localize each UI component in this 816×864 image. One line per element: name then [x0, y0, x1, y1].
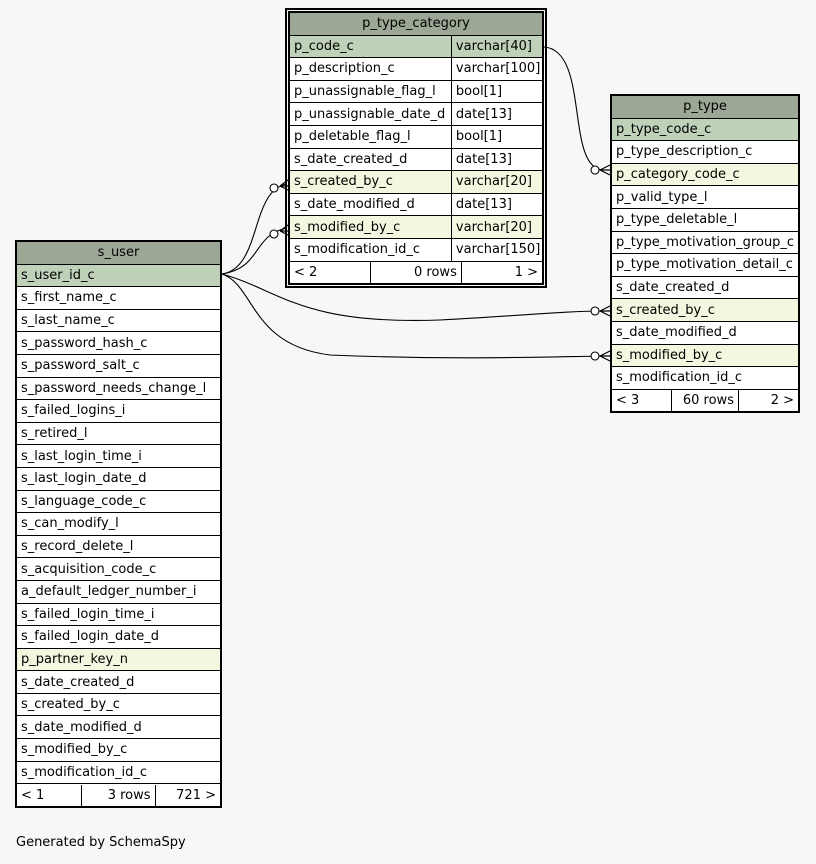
row-count: 3 rows [82, 785, 155, 806]
column-name: s_password_hash_c [17, 332, 221, 355]
column-name: s_failed_login_date_d [17, 626, 221, 649]
column-row[interactable] [612, 208, 799, 231]
column-name: s_date_created_d [290, 148, 452, 171]
rel-ptc-modified-by [222, 228, 287, 274]
column-name: p_description_c [290, 58, 452, 81]
crows-foot [600, 165, 610, 175]
column-type: date[13] [451, 103, 542, 126]
column-row[interactable] [612, 367, 799, 390]
column-row[interactable] [290, 35, 543, 58]
column-row[interactable] [17, 309, 221, 332]
column-name: p_deletable_flag_l [290, 125, 452, 148]
column-name: s_failed_login_time_i [17, 603, 221, 626]
optional-circle [270, 230, 278, 238]
column-row[interactable] [17, 603, 221, 626]
column-row[interactable] [290, 193, 543, 216]
column-row[interactable] [17, 716, 221, 739]
table-title: s_user [17, 242, 221, 265]
column-row[interactable] [290, 148, 543, 171]
column-name: p_category_code_c [612, 163, 799, 186]
column-row[interactable] [612, 344, 799, 367]
column-name: s_modification_id_c [17, 761, 221, 784]
column-name: s_date_modified_d [612, 321, 799, 344]
column-name: s_date_created_d [612, 276, 799, 299]
table-title: p_type_category [290, 13, 543, 36]
column-name: s_date_modified_d [17, 716, 221, 739]
table-s-user[interactable] [15, 240, 222, 808]
column-name: s_created_by_c [290, 171, 452, 194]
table-p-type[interactable] [610, 94, 800, 413]
column-row[interactable] [290, 103, 543, 126]
column-row[interactable] [17, 626, 221, 649]
column-row[interactable] [612, 276, 799, 299]
column-row[interactable] [290, 171, 543, 194]
column-name: s_retired_l [17, 422, 221, 445]
column-row[interactable] [17, 693, 221, 716]
column-name: s_date_created_d [17, 671, 221, 694]
column-name: s_last_login_date_d [17, 467, 221, 490]
optional-circle [591, 166, 599, 174]
column-row[interactable] [612, 231, 799, 254]
column-name: s_modified_by_c [612, 344, 799, 367]
rel-ptc-created-by [222, 184, 287, 274]
column-row[interactable] [290, 125, 543, 148]
column-row[interactable] [612, 254, 799, 277]
column-name: s_created_by_c [612, 299, 799, 322]
table-title: p_type [612, 96, 799, 119]
column-row[interactable] [17, 648, 221, 671]
column-row[interactable] [17, 467, 221, 490]
optional-circle [270, 184, 278, 192]
children-count: 721 > [155, 785, 220, 806]
column-row[interactable] [17, 580, 221, 603]
column-name: s_can_modify_l [17, 513, 221, 536]
column-row[interactable] [17, 535, 221, 558]
column-name: s_record_delete_l [17, 535, 221, 558]
row-count: 0 rows [371, 262, 462, 283]
column-name: p_type_code_c [612, 118, 799, 141]
column-name: s_modified_by_c [290, 216, 452, 239]
optional-circle [591, 352, 599, 360]
row-count: 60 rows [672, 390, 739, 411]
column-name: p_valid_type_l [612, 186, 799, 209]
column-row[interactable] [290, 238, 543, 261]
parents-count: < 1 [17, 785, 82, 806]
column-row[interactable] [17, 264, 221, 287]
rel-category-code [544, 47, 603, 170]
children-count: 2 > [738, 390, 798, 411]
parents-count: < 2 [290, 262, 371, 283]
rel-pt-modified-by [222, 274, 608, 358]
column-name: s_created_by_c [17, 693, 221, 716]
column-row[interactable] [17, 739, 221, 762]
column-name: a_default_ledger_number_i [17, 580, 221, 603]
column-row[interactable] [17, 400, 221, 423]
column-row[interactable] [17, 332, 221, 355]
column-row[interactable] [17, 558, 221, 581]
column-row[interactable] [612, 299, 799, 322]
column-row[interactable] [17, 671, 221, 694]
column-name: s_first_name_c [17, 287, 221, 310]
column-type: date[13] [451, 148, 542, 171]
column-type: bool[1] [451, 80, 542, 103]
column-name: p_unassignable_date_d [290, 103, 452, 126]
column-row[interactable] [612, 118, 799, 141]
column-name: p_code_c [290, 35, 452, 58]
column-row[interactable] [612, 321, 799, 344]
column-name: s_user_id_c [17, 264, 221, 287]
column-type: date[13] [451, 193, 542, 216]
column-name: s_last_login_time_i [17, 445, 221, 468]
column-name: p_unassignable_flag_l [290, 80, 452, 103]
table-p-type-category[interactable] [288, 11, 544, 285]
column-row[interactable] [290, 58, 543, 81]
column-type: varchar[20] [451, 216, 542, 239]
crows-foot [280, 180, 288, 190]
column-row[interactable] [612, 163, 799, 186]
column-name: p_type_deletable_l [612, 208, 799, 231]
children-count: 1 > [461, 262, 542, 283]
column-row[interactable] [290, 80, 543, 103]
column-name: s_password_needs_change_l [17, 377, 221, 400]
parents-count: < 3 [612, 390, 672, 411]
column-type: varchar[40] [451, 35, 542, 58]
column-name: p_type_description_c [612, 141, 799, 164]
column-type: varchar[100] [451, 58, 542, 81]
generated-by-label: Generated by SchemaSpy [16, 835, 186, 850]
column-name: s_last_name_c [17, 309, 221, 332]
column-row[interactable] [17, 287, 221, 310]
column-type: bool[1] [451, 125, 542, 148]
column-row[interactable] [17, 761, 221, 784]
column-name: p_type_motivation_group_c [612, 231, 799, 254]
column-name: p_type_motivation_detail_c [612, 254, 799, 277]
column-name: s_language_code_c [17, 490, 221, 513]
column-name: s_modification_id_c [612, 367, 799, 390]
column-row[interactable] [17, 445, 221, 468]
column-row[interactable] [612, 186, 799, 209]
column-name: s_date_modified_d [290, 193, 452, 216]
column-row[interactable] [17, 490, 221, 513]
column-row[interactable] [290, 216, 543, 239]
column-row[interactable] [17, 377, 221, 400]
column-row[interactable] [612, 141, 799, 164]
column-name: s_modification_id_c [290, 238, 452, 261]
column-type: varchar[20] [451, 171, 542, 194]
column-name: p_partner_key_n [17, 648, 221, 671]
column-name: s_acquisition_code_c [17, 558, 221, 581]
crows-foot [600, 306, 610, 316]
column-name: s_password_salt_c [17, 354, 221, 377]
column-type: varchar[150] [451, 238, 542, 261]
column-name: s_modified_by_c [17, 739, 221, 762]
optional-circle [591, 307, 599, 315]
crows-foot [280, 225, 288, 235]
column-row[interactable] [17, 354, 221, 377]
column-row[interactable] [17, 513, 221, 536]
column-row[interactable] [17, 422, 221, 445]
crows-foot [600, 351, 610, 361]
column-name: s_failed_logins_i [17, 400, 221, 423]
